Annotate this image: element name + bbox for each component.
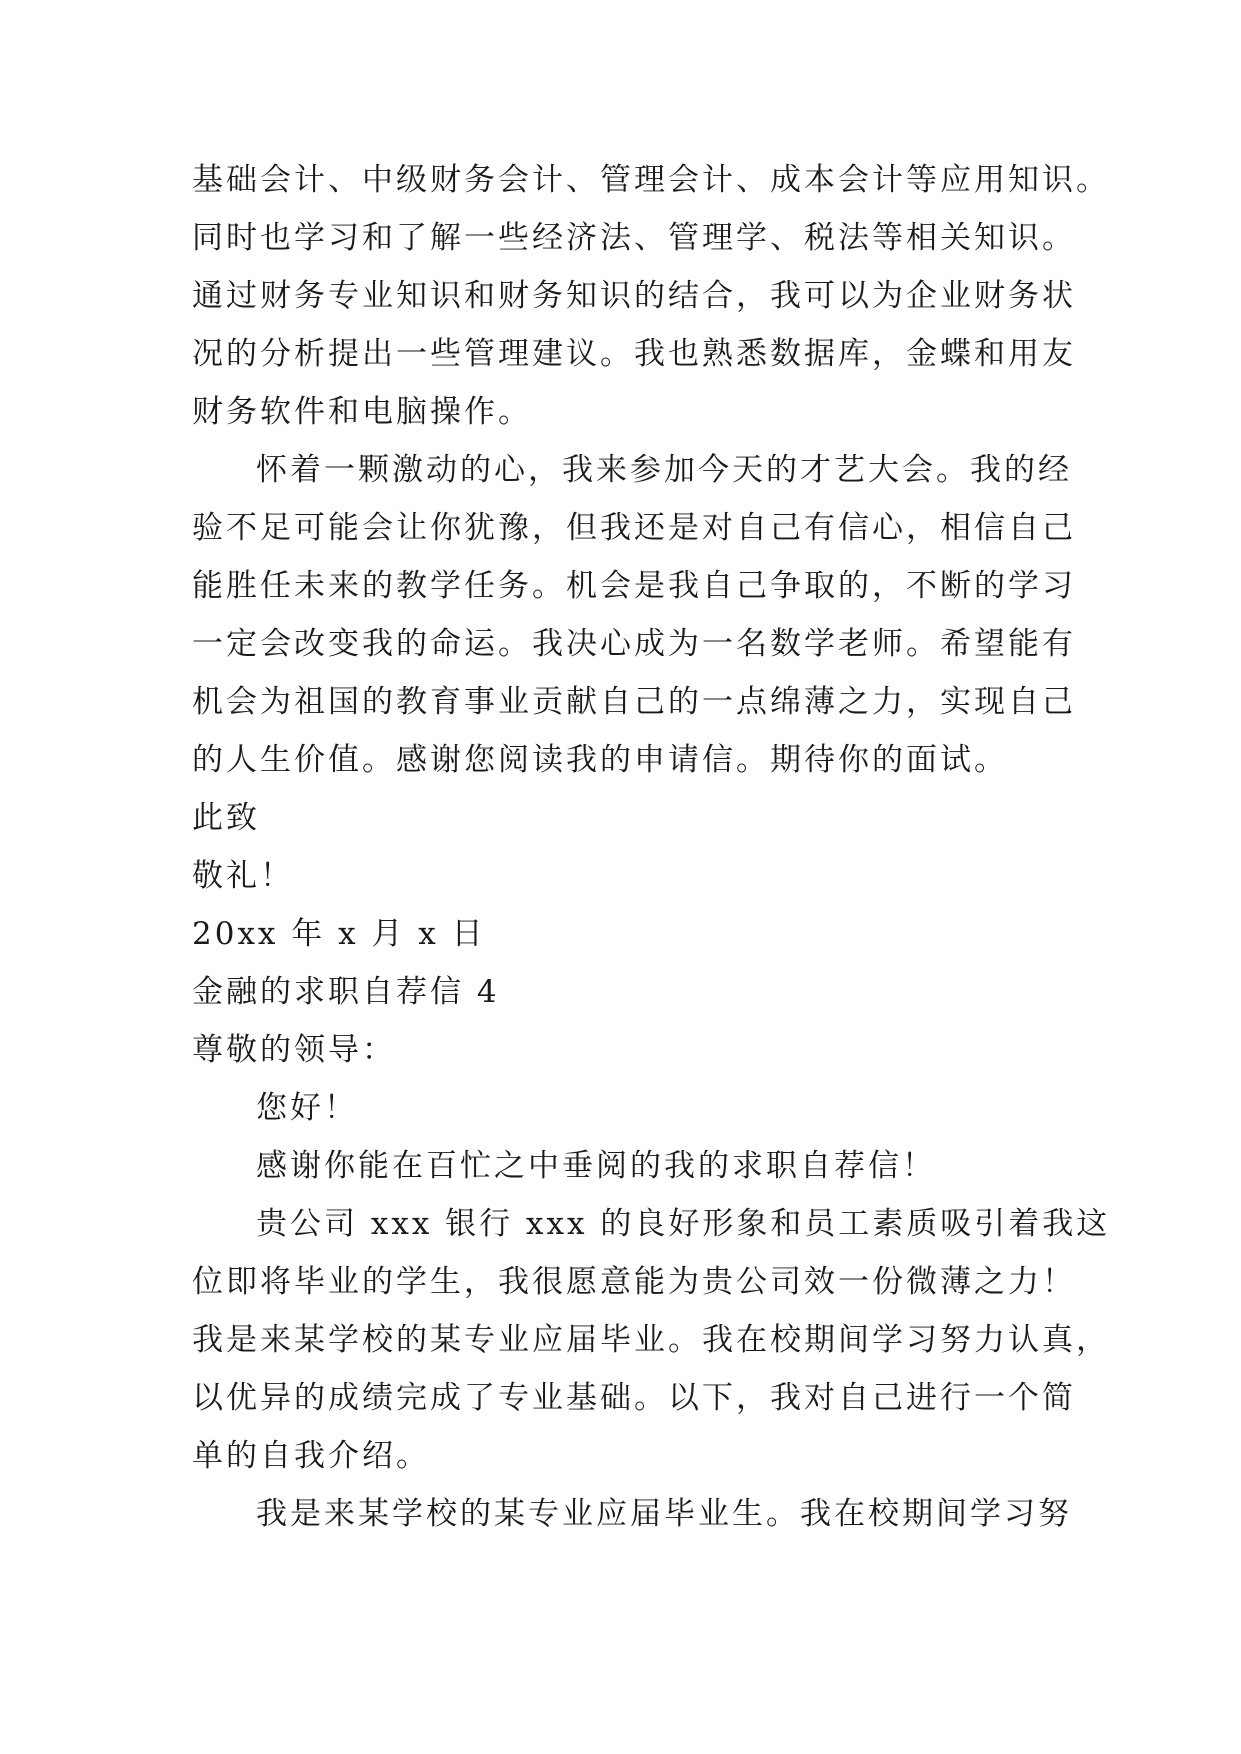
text-line: 同时也学习和了解一些经济法、管理学、税法等相关知识。	[192, 220, 1076, 256]
text-line: 的人生价值。感谢您阅读我的申请信。期待你的面试。	[192, 742, 1008, 778]
paragraph-start-line: 感谢你能在百忙之中垂阅的我的求职自荐信！	[256, 1148, 936, 1184]
paragraph-start-line: 我是来某学校的某专业应届毕业生。我在校期间学习努	[256, 1496, 1072, 1532]
text-line: 基础会计、中级财务会计、管理会计、成本会计等应用知识。	[192, 162, 1110, 198]
closing-salutation: 此致	[192, 800, 260, 836]
text-line: 以优异的成绩完成了专业基础。以下，我对自己进行一个简	[192, 1380, 1076, 1416]
text-line: 位即将毕业的学生，我很愿意能为贵公司效一份微薄之力！	[192, 1264, 1076, 1300]
greeting: 尊敬的领导：	[192, 1032, 396, 1068]
paragraph-start-line: 贵公司 xxx 银行 xxx 的良好形象和员工素质吸引着我这	[256, 1206, 1111, 1242]
text-line: 能胜任未来的教学任务。机会是我自己争取的，不断的学习	[192, 568, 1076, 604]
paragraph-start-line: 怀着一颗激动的心，我来参加今天的才艺大会。我的经	[256, 452, 1072, 488]
text-line: 单的自我介绍。	[192, 1438, 430, 1474]
text-line: 况的分析提出一些管理建议。我也熟悉数据库，金蝶和用友	[192, 336, 1076, 372]
greeting-hello: 您好！	[256, 1090, 358, 1126]
text-line: 机会为祖国的教育事业贡献自己的一点绵薄之力，实现自己	[192, 684, 1076, 720]
text-line: 通过财务专业知识和财务知识的结合，我可以为企业财务状	[192, 278, 1076, 314]
section-title: 金融的求职自荐信 4	[192, 974, 500, 1010]
text-line: 财务软件和电脑操作。	[192, 394, 532, 430]
letter-date: 20xx 年 x 月 x 日	[192, 916, 486, 952]
text-line: 我是来某学校的某专业应届毕业。我在校期间学习努力认真，	[192, 1322, 1110, 1358]
text-line: 一定会改变我的命运。我决心成为一名数学老师。希望能有	[192, 626, 1076, 662]
text-line: 验不足可能会让你犹豫，但我还是对自己有信心，相信自己	[192, 510, 1076, 546]
closing-regards: 敬礼！	[192, 858, 294, 894]
